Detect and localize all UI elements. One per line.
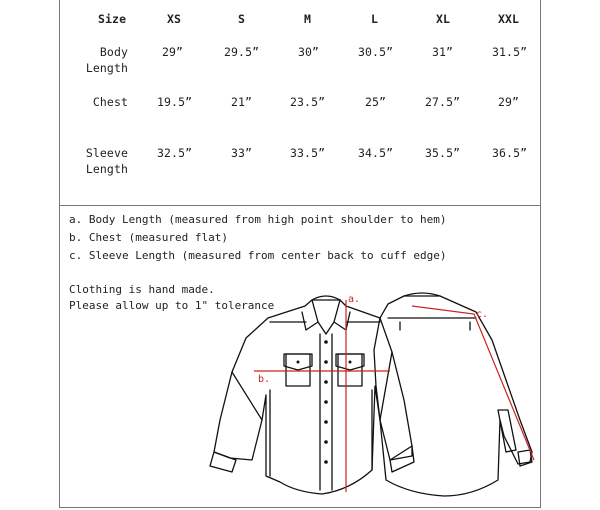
cell-body-l: 30.5” [358,45,394,59]
sleeve-length-line [412,306,534,460]
cell-chest-s: 21” [231,95,253,109]
cell-sleeve-l: 34.5” [358,146,394,160]
cell-chest-m: 23.5” [290,95,326,109]
shirt-buttons [297,340,352,464]
cell-chest-l: 25” [365,95,387,109]
cell-sleeve-xl: 35.5” [425,146,461,160]
cell-sleeve-s: 33” [231,146,253,160]
cell-chest-xxl: 29” [498,95,520,109]
row-label-body: Body [99,45,128,59]
size-header-label: Size [98,12,127,26]
size-header-xxl: XXL [498,12,520,26]
size-header-xl: XL [436,12,451,26]
row-label-sleeve-2: Length [85,162,128,176]
cell-sleeve-xs: 32.5” [157,146,193,160]
cell-body-m: 30” [298,45,320,59]
shirt-back-illustration [374,293,532,496]
measurement-lines [254,300,534,492]
note-body-length: a. Body Length (measured from high point shoulder to hem) [69,213,447,226]
cell-body-s: 29.5” [224,45,260,59]
size-header-m: M [304,12,312,26]
cell-body-xl: 31” [432,45,454,59]
row-label-chest: Chest [92,95,128,109]
note-sleeve-length: c. Sleeve Length (measured from center back to cuff edge) [69,249,447,262]
label-b: b. [258,374,271,385]
note-chest: b. Chest (measured flat) [69,231,228,244]
shirt-measurement-diagram [200,285,545,505]
note-handmade: Clothing is hand made. [69,283,215,296]
label-c: c. [476,309,489,320]
cell-body-xxl: 31.5” [492,45,528,59]
note-tolerance: Please allow up to 1" tolerance [69,299,275,312]
row-label-sleeve: Sleeve [85,146,128,160]
cell-chest-xs: 19.5” [157,95,193,109]
section-divider [59,205,541,206]
label-a: a. [348,294,361,305]
cell-sleeve-xxl: 36.5” [492,146,528,160]
cell-chest-xl: 27.5” [425,95,461,109]
size-header-s: S [238,12,246,26]
size-header-xs: XS [167,12,182,26]
size-header-l: L [371,12,379,26]
cell-sleeve-m: 33.5” [290,146,326,160]
cell-body-xs: 29” [162,45,184,59]
row-label-body-2: Length [85,61,128,75]
shirt-front-illustration [210,296,414,494]
